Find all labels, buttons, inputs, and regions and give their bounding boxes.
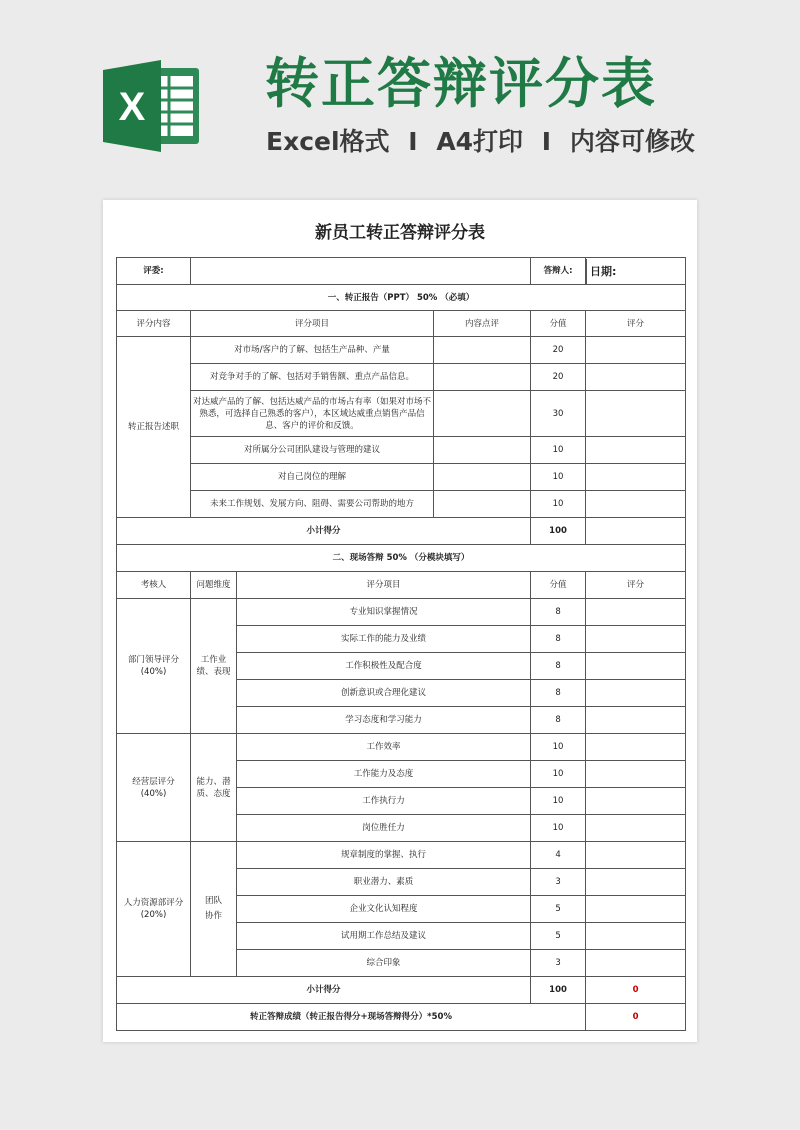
dimension-cell: 工作业绩、表现	[191, 599, 237, 734]
header-banner	[0, 0, 800, 190]
rating-input[interactable]	[586, 734, 686, 761]
assessor-cell	[117, 734, 191, 842]
col-header: 分值	[531, 572, 586, 599]
score-value: 8	[531, 653, 586, 680]
excel-logo-icon	[103, 60, 203, 152]
score-value: 3	[531, 869, 586, 896]
rating-input[interactable]	[586, 391, 686, 437]
score-value: 30	[531, 391, 586, 437]
comment-input[interactable]	[434, 464, 531, 491]
col-header: 评分项目	[191, 311, 434, 337]
rating-input[interactable]	[586, 653, 686, 680]
assessor-cell	[117, 599, 191, 734]
subtitle-print: A4打印	[436, 127, 524, 156]
item-cell: 工作积极性及配合度	[237, 653, 531, 680]
table-row	[117, 599, 686, 626]
subtotal-label: 小计得分	[117, 977, 531, 1004]
table-row	[117, 364, 686, 391]
score-value: 8	[531, 707, 586, 734]
score-value: 10	[531, 734, 586, 761]
section1-heading: 一、转正报告（PPT） 50% （必填）	[117, 285, 686, 311]
col-header: 考核人	[117, 572, 191, 599]
dimension-cell: 团队协作	[191, 842, 237, 977]
document-title: 新员工转正答辩评分表	[315, 223, 485, 243]
rating-input[interactable]	[586, 896, 686, 923]
table-row	[117, 391, 686, 437]
table-row	[117, 464, 686, 491]
item-cell: 岗位胜任力	[237, 815, 531, 842]
subtitle-format: Excel格式	[266, 127, 390, 156]
comment-input[interactable]	[434, 391, 531, 437]
assessor-name: 部门领导评分	[127, 655, 179, 665]
category-cell: 转正报告述职	[117, 337, 191, 518]
score-value: 20	[531, 337, 586, 364]
section2-header-row	[117, 572, 686, 599]
score-value: 20	[531, 364, 586, 391]
subtotal-value: 100	[531, 518, 586, 545]
rating-input[interactable]	[586, 626, 686, 653]
final-score-row	[117, 1004, 686, 1031]
score-value: 10	[531, 464, 586, 491]
score-value: 8	[531, 626, 586, 653]
score-value: 8	[531, 680, 586, 707]
subtitle-separator: I	[541, 127, 552, 156]
col-header: 问题维度	[191, 572, 237, 599]
table-row	[117, 491, 686, 518]
item-cell: 工作执行力	[237, 788, 531, 815]
rating-input[interactable]	[586, 923, 686, 950]
comment-input[interactable]	[434, 337, 531, 364]
assessor-name: 经营层评分	[132, 776, 175, 787]
item-cell: 企业文化认知程度	[237, 896, 531, 923]
rating-input[interactable]	[586, 842, 686, 869]
rating-input[interactable]	[586, 337, 686, 364]
final-score: 0	[586, 1004, 686, 1031]
comment-input[interactable]	[434, 437, 531, 464]
rating-input[interactable]	[586, 950, 686, 977]
item-cell: 对达威产品的了解、包括达威产品的市场占有率（如果对市场不熟悉，可选择自己熟悉的客户），本区域达威重点销售产品信息、客户的评价和反馈。	[191, 391, 434, 437]
item-cell: 对自己岗位的理解	[191, 464, 434, 491]
score-value: 10	[531, 491, 586, 518]
logo-letter: X	[118, 85, 146, 129]
item-cell: 试用期工作总结及建议	[237, 923, 531, 950]
judges-input[interactable]	[191, 258, 531, 285]
assessor-cell	[117, 842, 191, 977]
table-row	[117, 842, 686, 869]
col-header: 评分	[586, 311, 686, 337]
score-value: 10	[531, 788, 586, 815]
rating-input[interactable]	[586, 437, 686, 464]
score-value: 8	[531, 599, 586, 626]
section2-subtotal-row	[117, 977, 686, 1004]
score-value: 10	[531, 815, 586, 842]
score-value: 4	[531, 842, 586, 869]
document-sheet	[103, 200, 697, 1042]
score-value: 5	[531, 896, 586, 923]
score-value: 10	[531, 761, 586, 788]
col-header: 评分	[586, 572, 686, 599]
rating-input[interactable]	[586, 788, 686, 815]
rating-input[interactable]	[586, 761, 686, 788]
comment-input[interactable]	[434, 364, 531, 391]
defender-label: 答辩人:	[531, 258, 586, 285]
rating-input[interactable]	[586, 364, 686, 391]
col-header: 内容点评	[434, 311, 531, 337]
assessor-name: 人力资源部评分	[123, 898, 184, 908]
score-table	[116, 257, 686, 1031]
assessor-weight: (40%)	[140, 788, 167, 799]
subtotal-rating[interactable]	[586, 518, 686, 545]
rating-input[interactable]	[586, 869, 686, 896]
subtotal-label: 小计得分	[117, 518, 531, 545]
item-cell: 实际工作的能力及业绩	[237, 626, 531, 653]
defender-date-cell	[586, 258, 686, 285]
info-row	[117, 258, 686, 285]
item-cell: 对所属分公司团队建设与管理的建议	[191, 437, 434, 464]
judges-label: 评委:	[117, 258, 191, 285]
assessor-weight: (40%)	[140, 667, 167, 677]
item-cell: 对竞争对手的了解、包括对手销售额、重点产品信息。	[191, 364, 434, 391]
section1-subtotal-row	[117, 518, 686, 545]
item-cell: 创新意识或合理化建议	[237, 680, 531, 707]
item-cell: 职业潜力、素质	[237, 869, 531, 896]
final-label: 转正答辩成绩（转正报告得分+现场答辩得分）*50%	[117, 1004, 586, 1031]
col-header: 评分内容	[117, 311, 191, 337]
subtitle-editable: 内容可修改	[569, 127, 695, 156]
score-value: 3	[531, 950, 586, 977]
dimension-cell: 能力、潜质、态度	[191, 734, 237, 842]
rating-input[interactable]	[586, 491, 686, 518]
item-cell: 未来工作规划、发展方向、阻碍、需要公司帮助的地方	[191, 491, 434, 518]
banner-subtitle	[266, 126, 695, 158]
subtotal-score: 0	[586, 977, 686, 1004]
col-header: 评分项目	[237, 572, 531, 599]
rating-input[interactable]	[586, 680, 686, 707]
rating-input[interactable]	[586, 815, 686, 842]
table-row	[117, 734, 686, 761]
section2-heading: 二、现场答辩 50% （分模块填写）	[117, 545, 686, 572]
subtotal-value: 100	[531, 977, 586, 1004]
item-cell: 学习态度和学习能力	[237, 707, 531, 734]
table-row	[117, 437, 686, 464]
item-cell: 对市场/客户的了解、包括生产品种、产量	[191, 337, 434, 364]
score-value: 10	[531, 437, 586, 464]
assessor-weight: (20%)	[140, 910, 167, 920]
item-cell: 工作能力及态度	[237, 761, 531, 788]
rating-input[interactable]	[586, 599, 686, 626]
comment-input[interactable]	[434, 491, 531, 518]
section1-header-row	[117, 311, 686, 337]
item-cell: 工作效率	[237, 734, 531, 761]
col-header: 分值	[531, 311, 586, 337]
date-label: 日期:	[586, 259, 685, 284]
item-cell: 规章制度的掌握、执行	[237, 842, 531, 869]
rating-input[interactable]	[586, 464, 686, 491]
rating-input[interactable]	[586, 707, 686, 734]
subtitle-separator: I	[408, 127, 418, 156]
banner-title: 转正答辩评分表	[265, 52, 657, 115]
item-cell: 综合印象	[237, 950, 531, 977]
item-cell: 专业知识掌握情况	[237, 599, 531, 626]
table-row	[117, 337, 686, 364]
score-value: 5	[531, 923, 586, 950]
